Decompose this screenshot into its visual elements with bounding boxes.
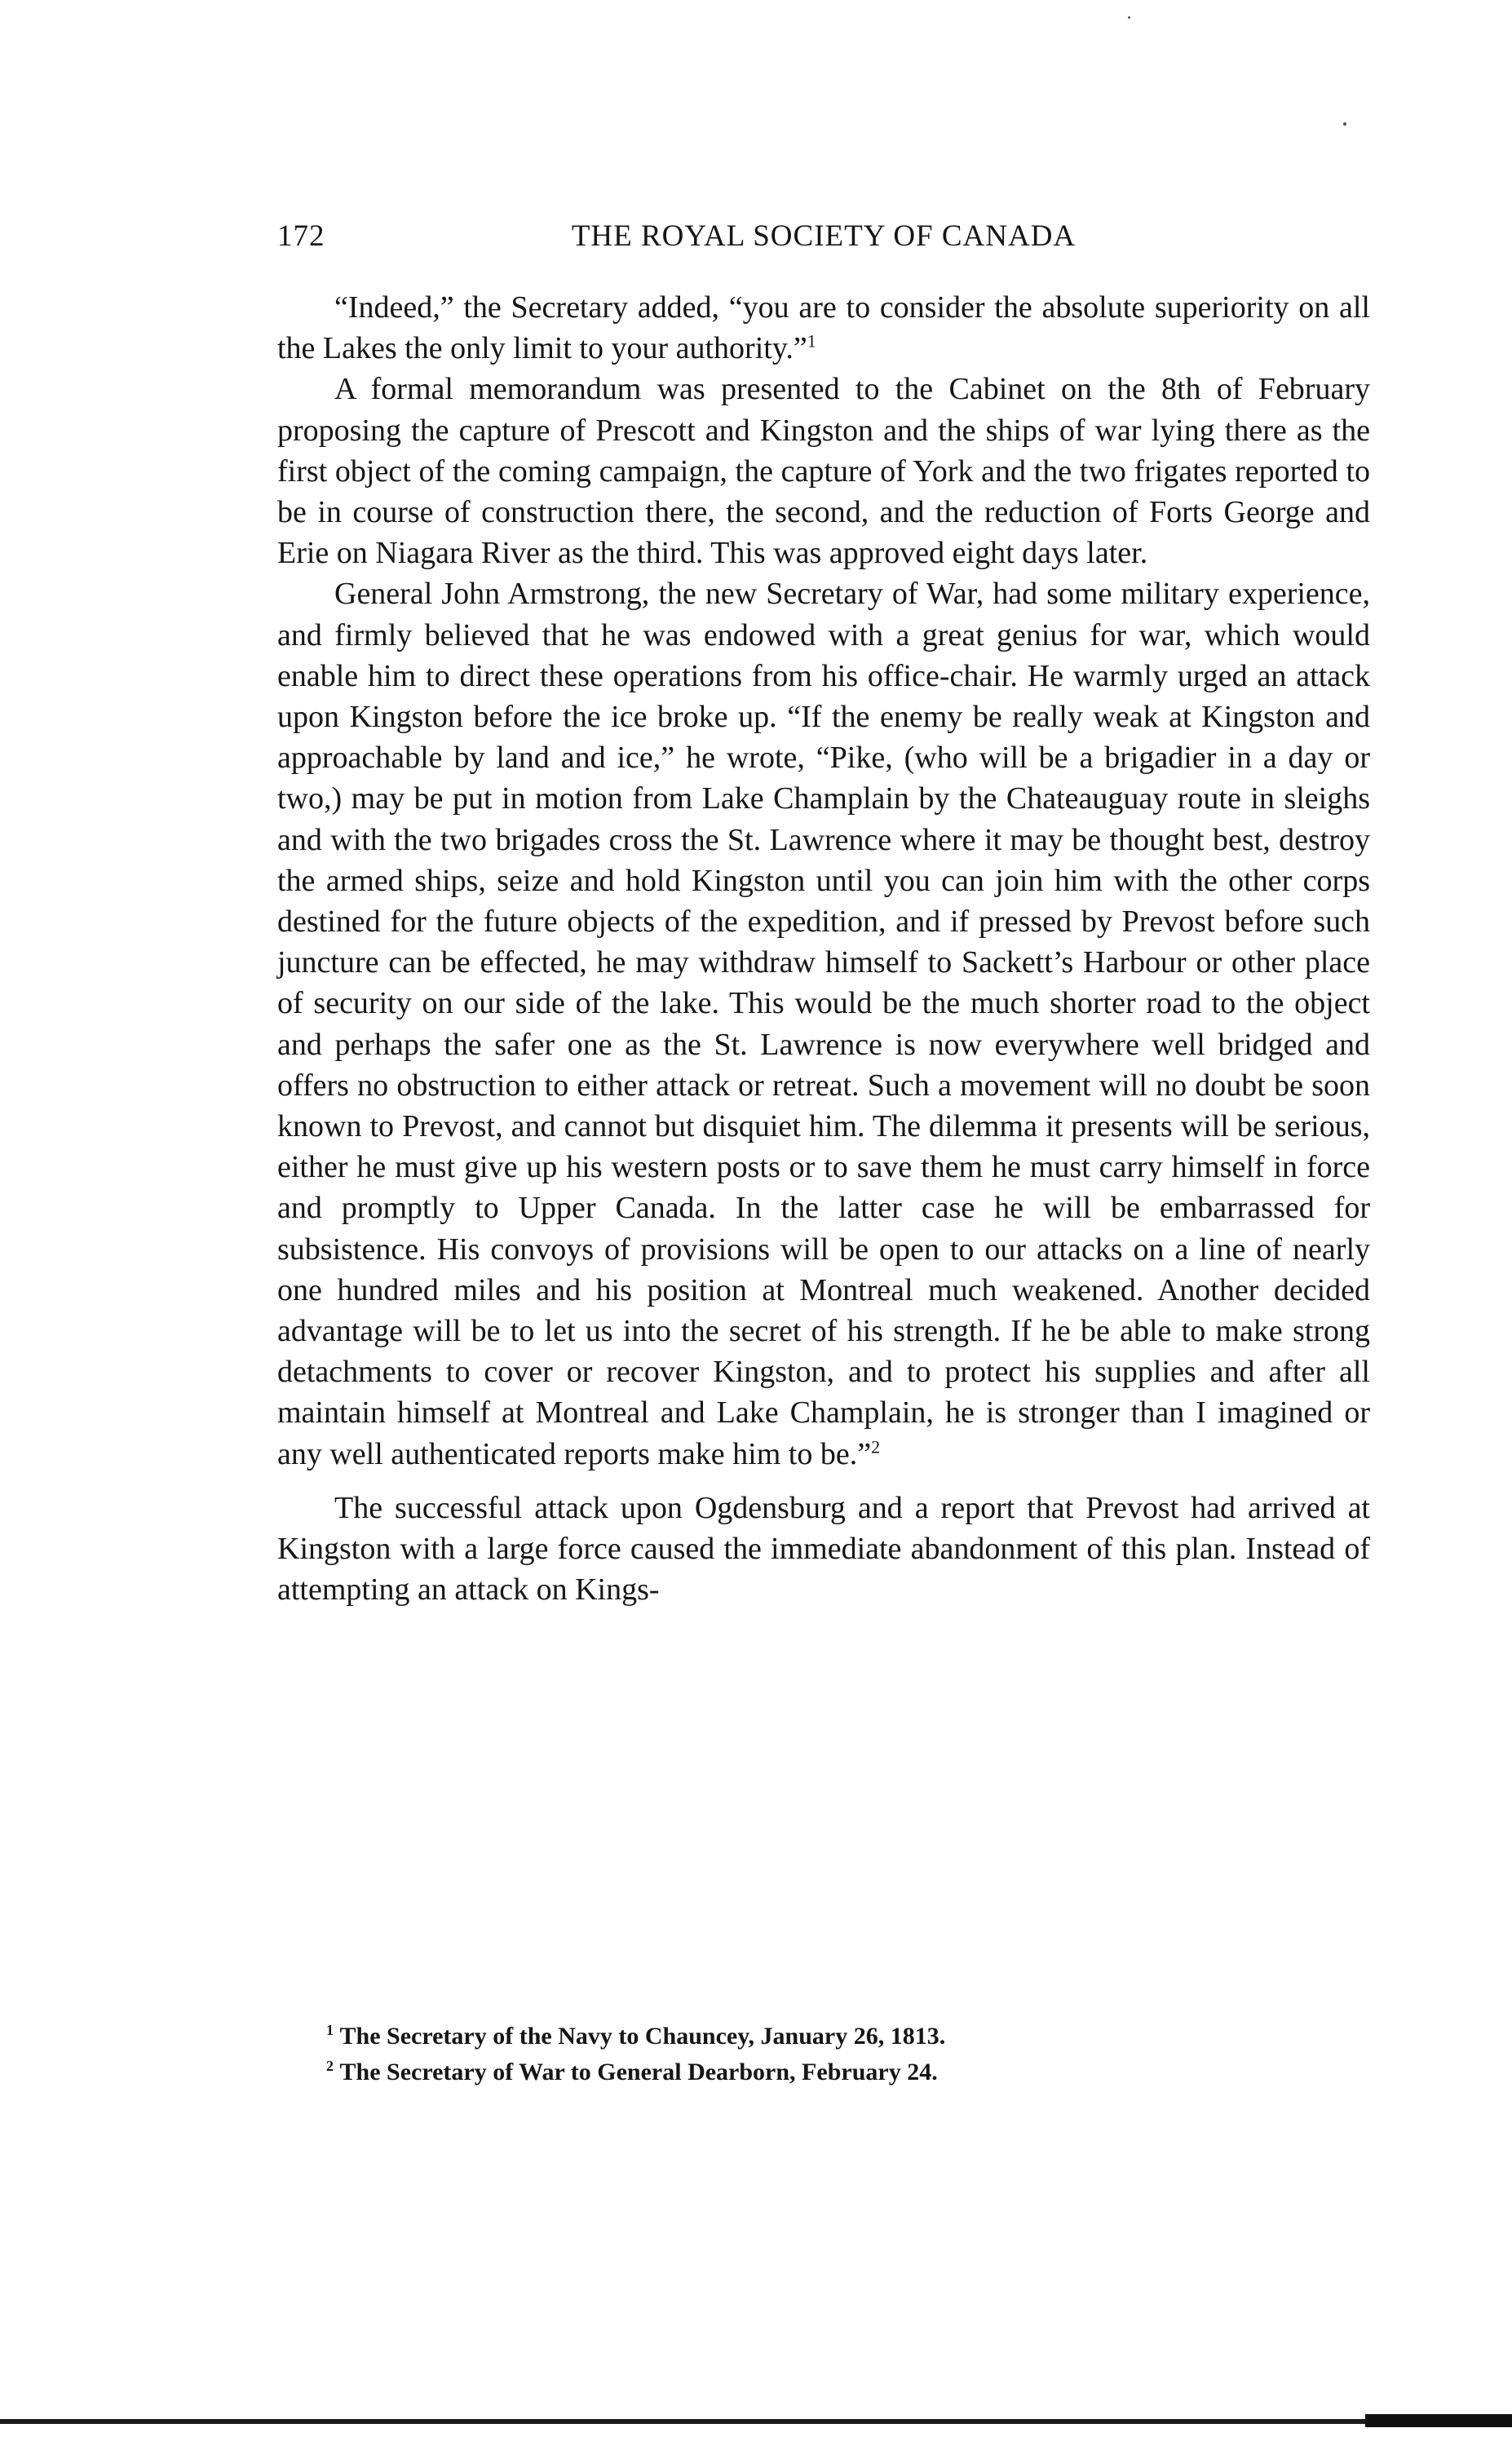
page-header <box>277 219 1370 259</box>
scan-bottom-edge <box>0 2414 1512 2430</box>
footnote-marker: 2 <box>326 2058 334 2074</box>
footnote-2 <box>326 2054 1305 2090</box>
footnote-text: The Secretary of the Navy to Chauncey, January 26, 1813. <box>339 2023 946 2050</box>
paragraph-2: A formal memorandum was presented to the Cabinet on the 8th of February proposing the capture of Prescott and Kingston and the ships of war lying there as the first object of the coming campaign, the capture of York and the two frigates reported to be in course of construction there, the second, and the reduction of Forts George and Erie on Niagara River as the third. This was approved eight days later. <box>277 372 1370 571</box>
footnotes <box>326 2019 1305 2090</box>
scan-speck <box>1128 16 1130 19</box>
scan-speck <box>1343 122 1346 126</box>
footnote-1 <box>326 2019 1305 2054</box>
paragraph-4: The successful attack upon Ogdensburg and a report that Prevost had arrived at Kingston with a large force caused the immediate abandonment of this plan. Instead of attempting an attack on Kings- <box>277 1490 1370 1608</box>
paragraph-1-text: “Indeed,” the Secretary added, “you are to consider the absolute superiority on all the Lakes the only limit to your authority.” <box>277 290 1370 366</box>
footnote-marker: 1 <box>326 2022 334 2038</box>
paragraph-3-text: General John Armstrong, the new Secretary of War, had some military experience, and firmly believed that he was endowed with a great genius for war, which would enable him to direct these operations from his office-chair. He warmly urged an attack upon Kingston before the ice broke up. “If the enemy be really weak at Kingston and approachable by land and ice,” he wrote, “Pike, (who will be a brigadier in a day or two,) may be put in motion from Lake Champlain by the Chateauguay route in sleighs and with the two brigades cross the St. Lawrence where it may be thought best, destroy the armed ships, seize and hold Kingston until you can join him with the other corps destined for the future objects of the expedition, and if pressed by Prevost before such juncture can be effected, he may withdraw himself to Sackett’s Harbour or other place of security on our side of the lake. This would be the much shorter road to the object and perhaps the safer one as the St. Lawrence is now everywhere well bridged and offers no obstruction to either attack or retreat. Such a movement will no doubt be soon known to Prevost, and cannot but disquiet him. The dilemma it presents will be serious, either he must give up his western posts or to save them he must carry himself in force and promptly to Upper Canada. In the latter case he will be embarrassed for subsistence. His convoys of provisions will be open to our attacks on a line of nearly one hundred miles and his position at Montreal much weakened. Another decided advantage will be to let us into the secret of his strength. If he be able to make strong detachments to cover or recover Kingston, and to protect his supplies and after all maintain himself at Montreal and Lake Champlain, he is stronger than I imagined or any well authenticated reports make him to be.” <box>277 577 1370 1471</box>
page-edge-line <box>0 2419 1512 2424</box>
paragraph-3 <box>277 573 1370 1474</box>
footnote-text: The Secretary of War to General Dearborn, February 24. <box>339 2059 938 2085</box>
page-number: 172 <box>277 219 325 253</box>
paragraph-1 <box>277 287 1370 369</box>
running-title: THE ROYAL SOCIETY OF CANADA <box>571 219 1077 253</box>
body-text <box>277 287 1370 1611</box>
footnote-ref-1: 1 <box>807 330 816 352</box>
footnote-ref-2: 2 <box>871 1436 881 1457</box>
page-edge-shadow <box>1365 2414 1512 2427</box>
